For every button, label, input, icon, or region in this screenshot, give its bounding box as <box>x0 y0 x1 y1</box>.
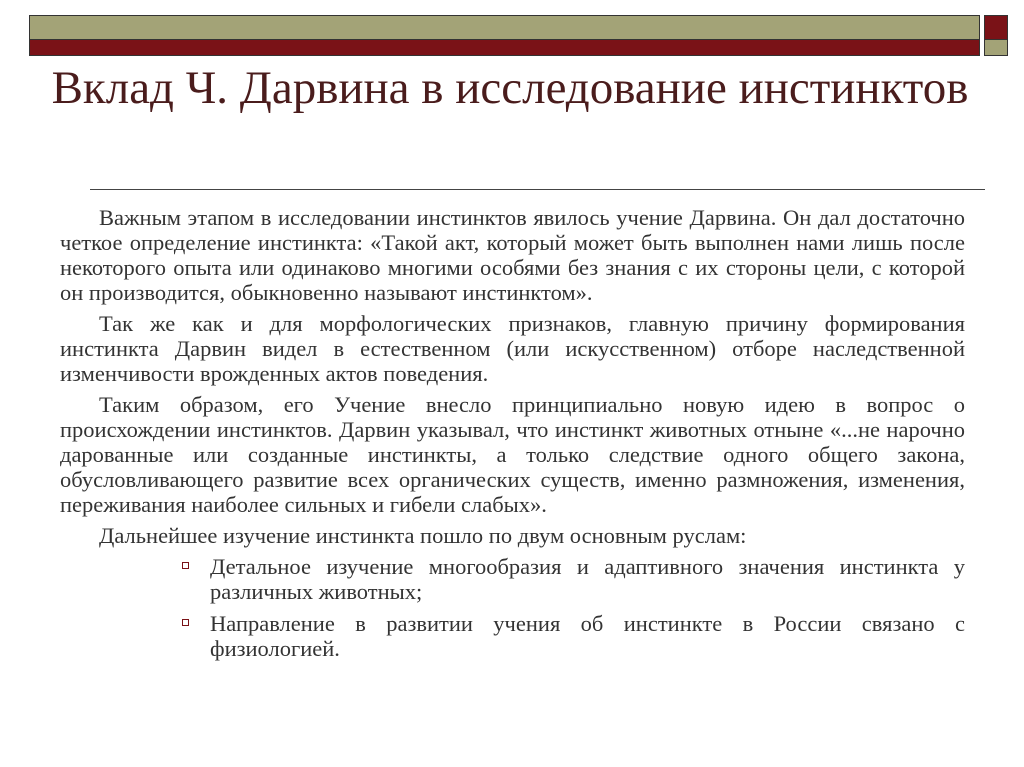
paragraph-1: Важным этапом в исследовании инстинктов явилось учение Дарвина. Он дал достаточно четкое определение инстинкта: «Такой акт, который может быть выполнен нами лишь после некоторого опыта или одинаково многими особями без знания с их стороны цели, с которой он производится, обыкновенно называют инстинктом». <box>60 205 965 305</box>
slide-title: Вклад Ч. Дарвина в исследование инстинктов <box>51 62 969 114</box>
list-item <box>60 554 965 604</box>
paragraph-4: Дальнейшее изучение инстинкта пошло по двум основным руслам: <box>99 523 747 548</box>
square-bullet-icon <box>182 619 189 626</box>
bullet-list <box>60 554 965 661</box>
list-item-text: Направление в развитии учения об инстинкте в России связано с физиологией. <box>210 611 965 661</box>
list-item-text: Детальное изучение многообразия и адаптивного значения инстинкта у различных животных; <box>210 554 965 604</box>
square-bullet-icon <box>182 562 189 569</box>
corner-square-red <box>984 15 1008 40</box>
paragraph-2: Так же как и для морфологических признаков, главную причину формирования инстинкта Дарвин видел в естественном (или искусственном) отборе наследственной изменчивости врожденных актов поведения. <box>60 311 965 386</box>
title-divider <box>90 189 985 190</box>
list-item <box>60 611 965 661</box>
slide-body <box>60 205 965 668</box>
header-band-olive <box>29 15 980 40</box>
paragraph-3: Таким образом, его Учение внесло принципиально новую идею в вопрос о происхождении инстинктов. Дарвин указывал, что инстинкт животных отныне «...не нарочно дарованные или созданные инстинкты, а только следствие одного общего закона, обусловливающего развитие всех органических существ, именно размножения, изменения, переживания наиболее сильных и гибели слабых». <box>60 392 965 517</box>
corner-square-olive <box>984 40 1008 56</box>
header-band-dark-red <box>29 40 980 56</box>
